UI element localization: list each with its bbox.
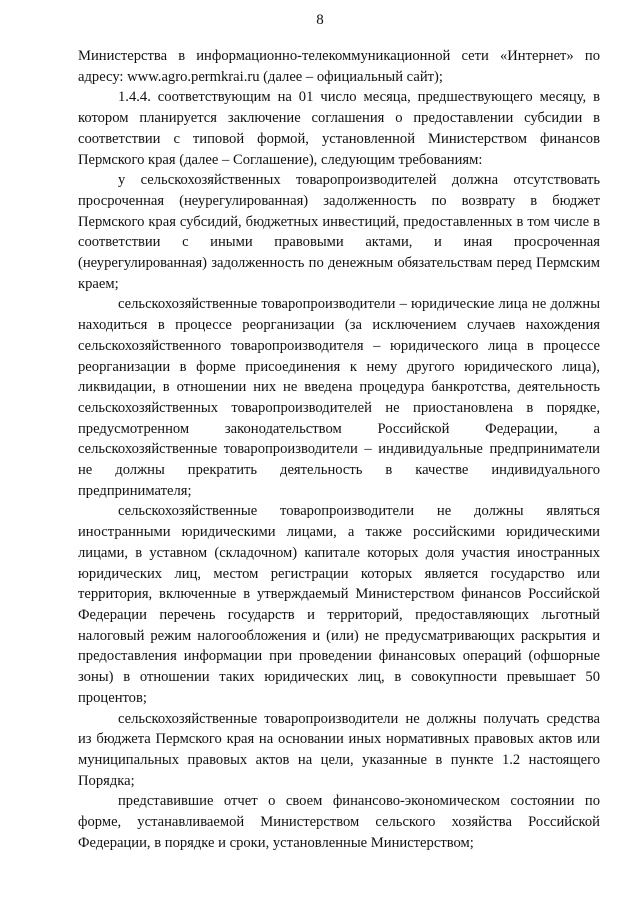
paragraph-debt-requirement: у сельскохозяйственных товаропроизводителей должна отсутствовать просроченная (неурегулированная) задолженность по возврату в бюджет Пермского края субсидий, бюджетных инвестиций, предоставленных в том числе в соответствии с иными правовыми актами, и иная просроченная (неурегулированная) задолженность по денежным обязательствам перед Пермским краем; bbox=[78, 172, 600, 292]
paragraph-clause-1-4-4: 1.4.4. соответствующим на 01 число месяца, предшествующего месяцу, в котором планируется заключение соглашения о предоставлении субсидии в соответствии с типовой формой, установленной Министерством финансов Пермского края (далее – Соглашение), следующим требованиям: bbox=[78, 89, 600, 168]
paragraph-reorganization-requirement: сельскохозяйственные товаропроизводители – юридические лица не должны находиться в процессе реорганизации (за исключением случаев нахождения сельскохозяйственного товаропроизводителя – юридического лица в процессе реорганизации в форме присоединения к нему другого юридического лица), ликвидации, в отношении них не введена процедура банкротства, деятельность сельскохозяйственных товаропроизводителей не приостановлена в порядке, предусмотренном законодательством Российской Федерации, а сельскохозяйственные товаропроизводители – индивидуальные предприниматели не должны прекратить деятельность в качестве индивидуального предпринимателя; bbox=[78, 296, 600, 499]
paragraph-report-requirement: представившие отчет о своем финансово-экономическом состоянии по форме, устанавливаемой Министерством сельского хозяйства Российской Федерации, в порядке и сроки, установленные Министерством; bbox=[78, 793, 600, 851]
page-number: 8 bbox=[316, 12, 324, 28]
document-body bbox=[78, 46, 600, 853]
paragraph-other-funds-requirement: сельскохозяйственные товаропроизводители не должны получать средства из бюджета Пермского края на основании иных нормативных правовых актов или муниципальных правовых актов на цели, указанные в пункте 1.2 настоящего Порядка; bbox=[78, 710, 600, 789]
paragraph-continuation: Министерства в информационно-телекоммуникационной сети «Интернет» по адресу: www.agro.permkrai.ru (далее – официальный сайт); bbox=[78, 48, 600, 85]
paragraph-foreign-entity-requirement: сельскохозяйственные товаропроизводители не должны являться иностранными юридическими лицами, а также российскими юридическими лицами, в уставном (складочном) капитале которых доля участия иностранных юридических лиц, местом регистрации которых является государство или территория, включенные в утверждаемый Министерством финансов Российской Федерации перечень государств и территорий, предоставляющих льготный налоговый режим налогообложения и (или) не предусматривающих раскрытия и предоставления информации при проведении финансовых операций (офшорные зоны) в отношении таких юридических лиц, в совокупности превышает 50 процентов; bbox=[78, 503, 600, 706]
